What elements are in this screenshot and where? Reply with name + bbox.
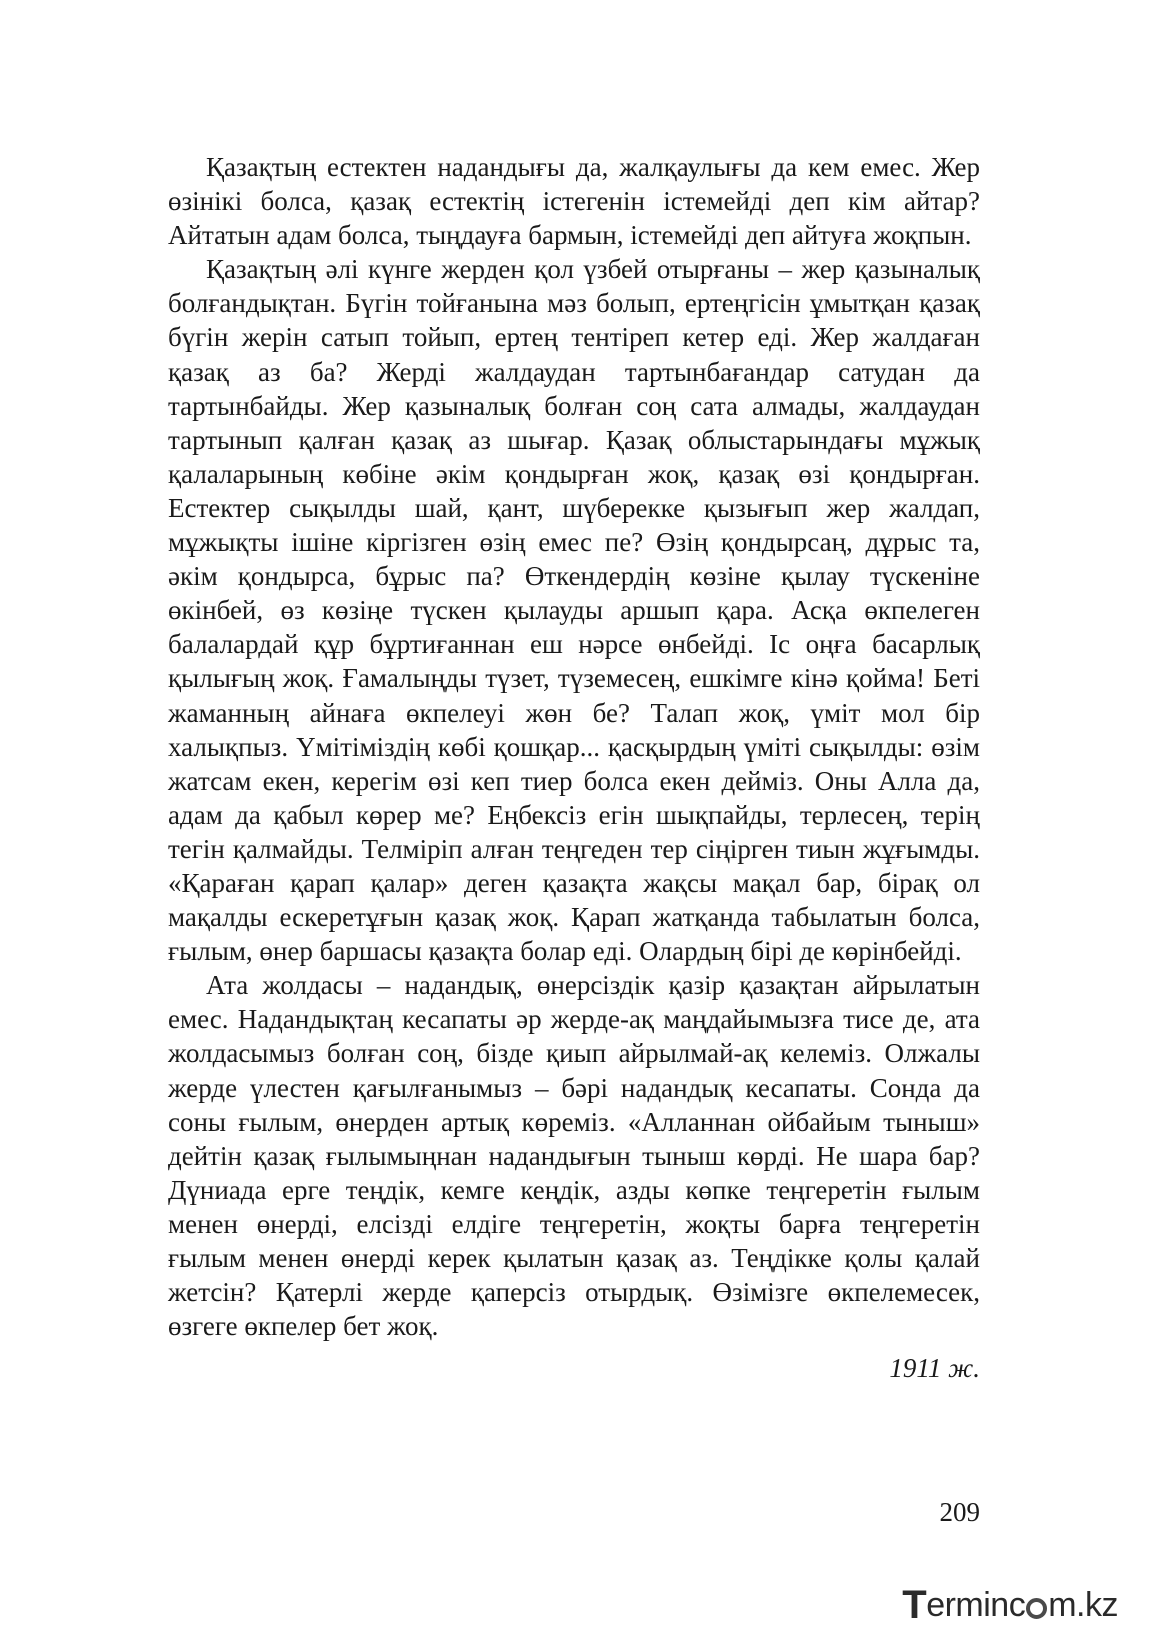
logo-circle-icon [1026, 1598, 1047, 1619]
date-signature: 1911 ж. [889, 1353, 980, 1384]
page-number: 209 [939, 1497, 980, 1527]
paragraph-3: Ата жолдасы – надандық, өнерсіздік қазір қазақтан айрылатын емес. Надандықтаң кесапаты әр жерде-ақ маңдайымызға тисе де, ата жолдасымыз болған соң, бізде қиып айрылмай-ақ келеміз. Олжалы жерде үлестен қағылғанымыз – бәрі надандық кесапаты. Сонда да соны ғылым, өнерден артық көреміз. «Алланнан ойбайым тыныш» дейтін қазақ ғылымыңнан надандығын тыныш көрді. Не шара бар? Дүниада ерге теңдік, кемге кеңдік, азды көпке теңгеретін ғылым менен өнерді, елсізді елдіге теңгеретін, жоқты барға теңгеретін ғылым менен өнерді керек қылатын қазақ аз. Теңдікке қолы қалай жетсін? Қатерлі жерде қаперсіз отырдық. Өзімізге өкпелемесек, өзгеге өкпелер бет жоқ. [168, 970, 980, 1342]
logo-text-middle: erminc [926, 1586, 1026, 1624]
logo-text-end: m.kz [1048, 1586, 1118, 1624]
page-content [168, 150, 980, 1385]
logo-letter-t: T [902, 1583, 927, 1627]
paragraph-2: Қазақтың әлі күнге жерден қол үзбей отырғаны – жер қазыналық болғандықтан. Бүгін тойғанына мәз болып, ертеңгісін ұмытқан қазақ бүгін жерін сатып тойып, ертең тентіреп кетер еді. Жер жалдаған қазақ аз ба? Жерді жалдаудан тартынбағандар сатудан да тартынбайды. Жер қазыналық болған соң сата алмады, жалдаудан тартынып қалған қазақ аз шығар. Қазақ облыстарындағы мұжық қалаларының көбіне әкім қондырған жоқ, қазақ өзі қондырған. Естектер сықылды шай, қант, шүберекке қызығып жер жалдап, мұжықты ішіне кіргізген өзің емес пе? Өзің қондырсаң, дұрыс та, әкім қондырса, бұрыс па? Өткендердің көзіне қылау түскеніне өкінбей, өз көзіңе түскен қылауды аршып қара. Асқа өкпелеген балалардай құр бұртиғаннан еш нәрсе өнбейді. Іс оңға басарлық қылығың жоқ. Ғамалыңды түзет, түземесең, ешкімге кінә қойма! Беті жаманның айнаға өкпелеуі жөн бе? Талап жоқ, үміт мол бір халықпыз. Үмітіміздің көбі қошқар... қасқырдың үміті сықылды: өзім жатсам екен, керегім өзі кеп тиер болса екен дейміз. Оны Алла да, адам да қабыл көрер ме? Еңбексіз егін шықпайды, терлесең, терің тегін қалмайды. Телміріп алған теңгеден тер сіңірген тиын жұғымды. «Қараған қарап қалар» деген қазақта жақсы мақал бар, бірақ ол мақалды ескеретұғын қазақ жоқ. Қарап жатқанда табылатын болса, ғылым, өнер баршасы қазақта болар еді. Олардың бірі де көрінбейді. [168, 254, 980, 967]
paragraph-1: Қазақтың естектен надандығы да, жалқаулығы да кем емес. Жер өзінікі болса, қазақ естектің істегенін істемейді деп кім айтар? Айтатын адам болса, тыңдауға бармын, істемейді деп айтуға жоқпын. [168, 152, 980, 251]
termincom-logo [902, 1583, 1118, 1627]
